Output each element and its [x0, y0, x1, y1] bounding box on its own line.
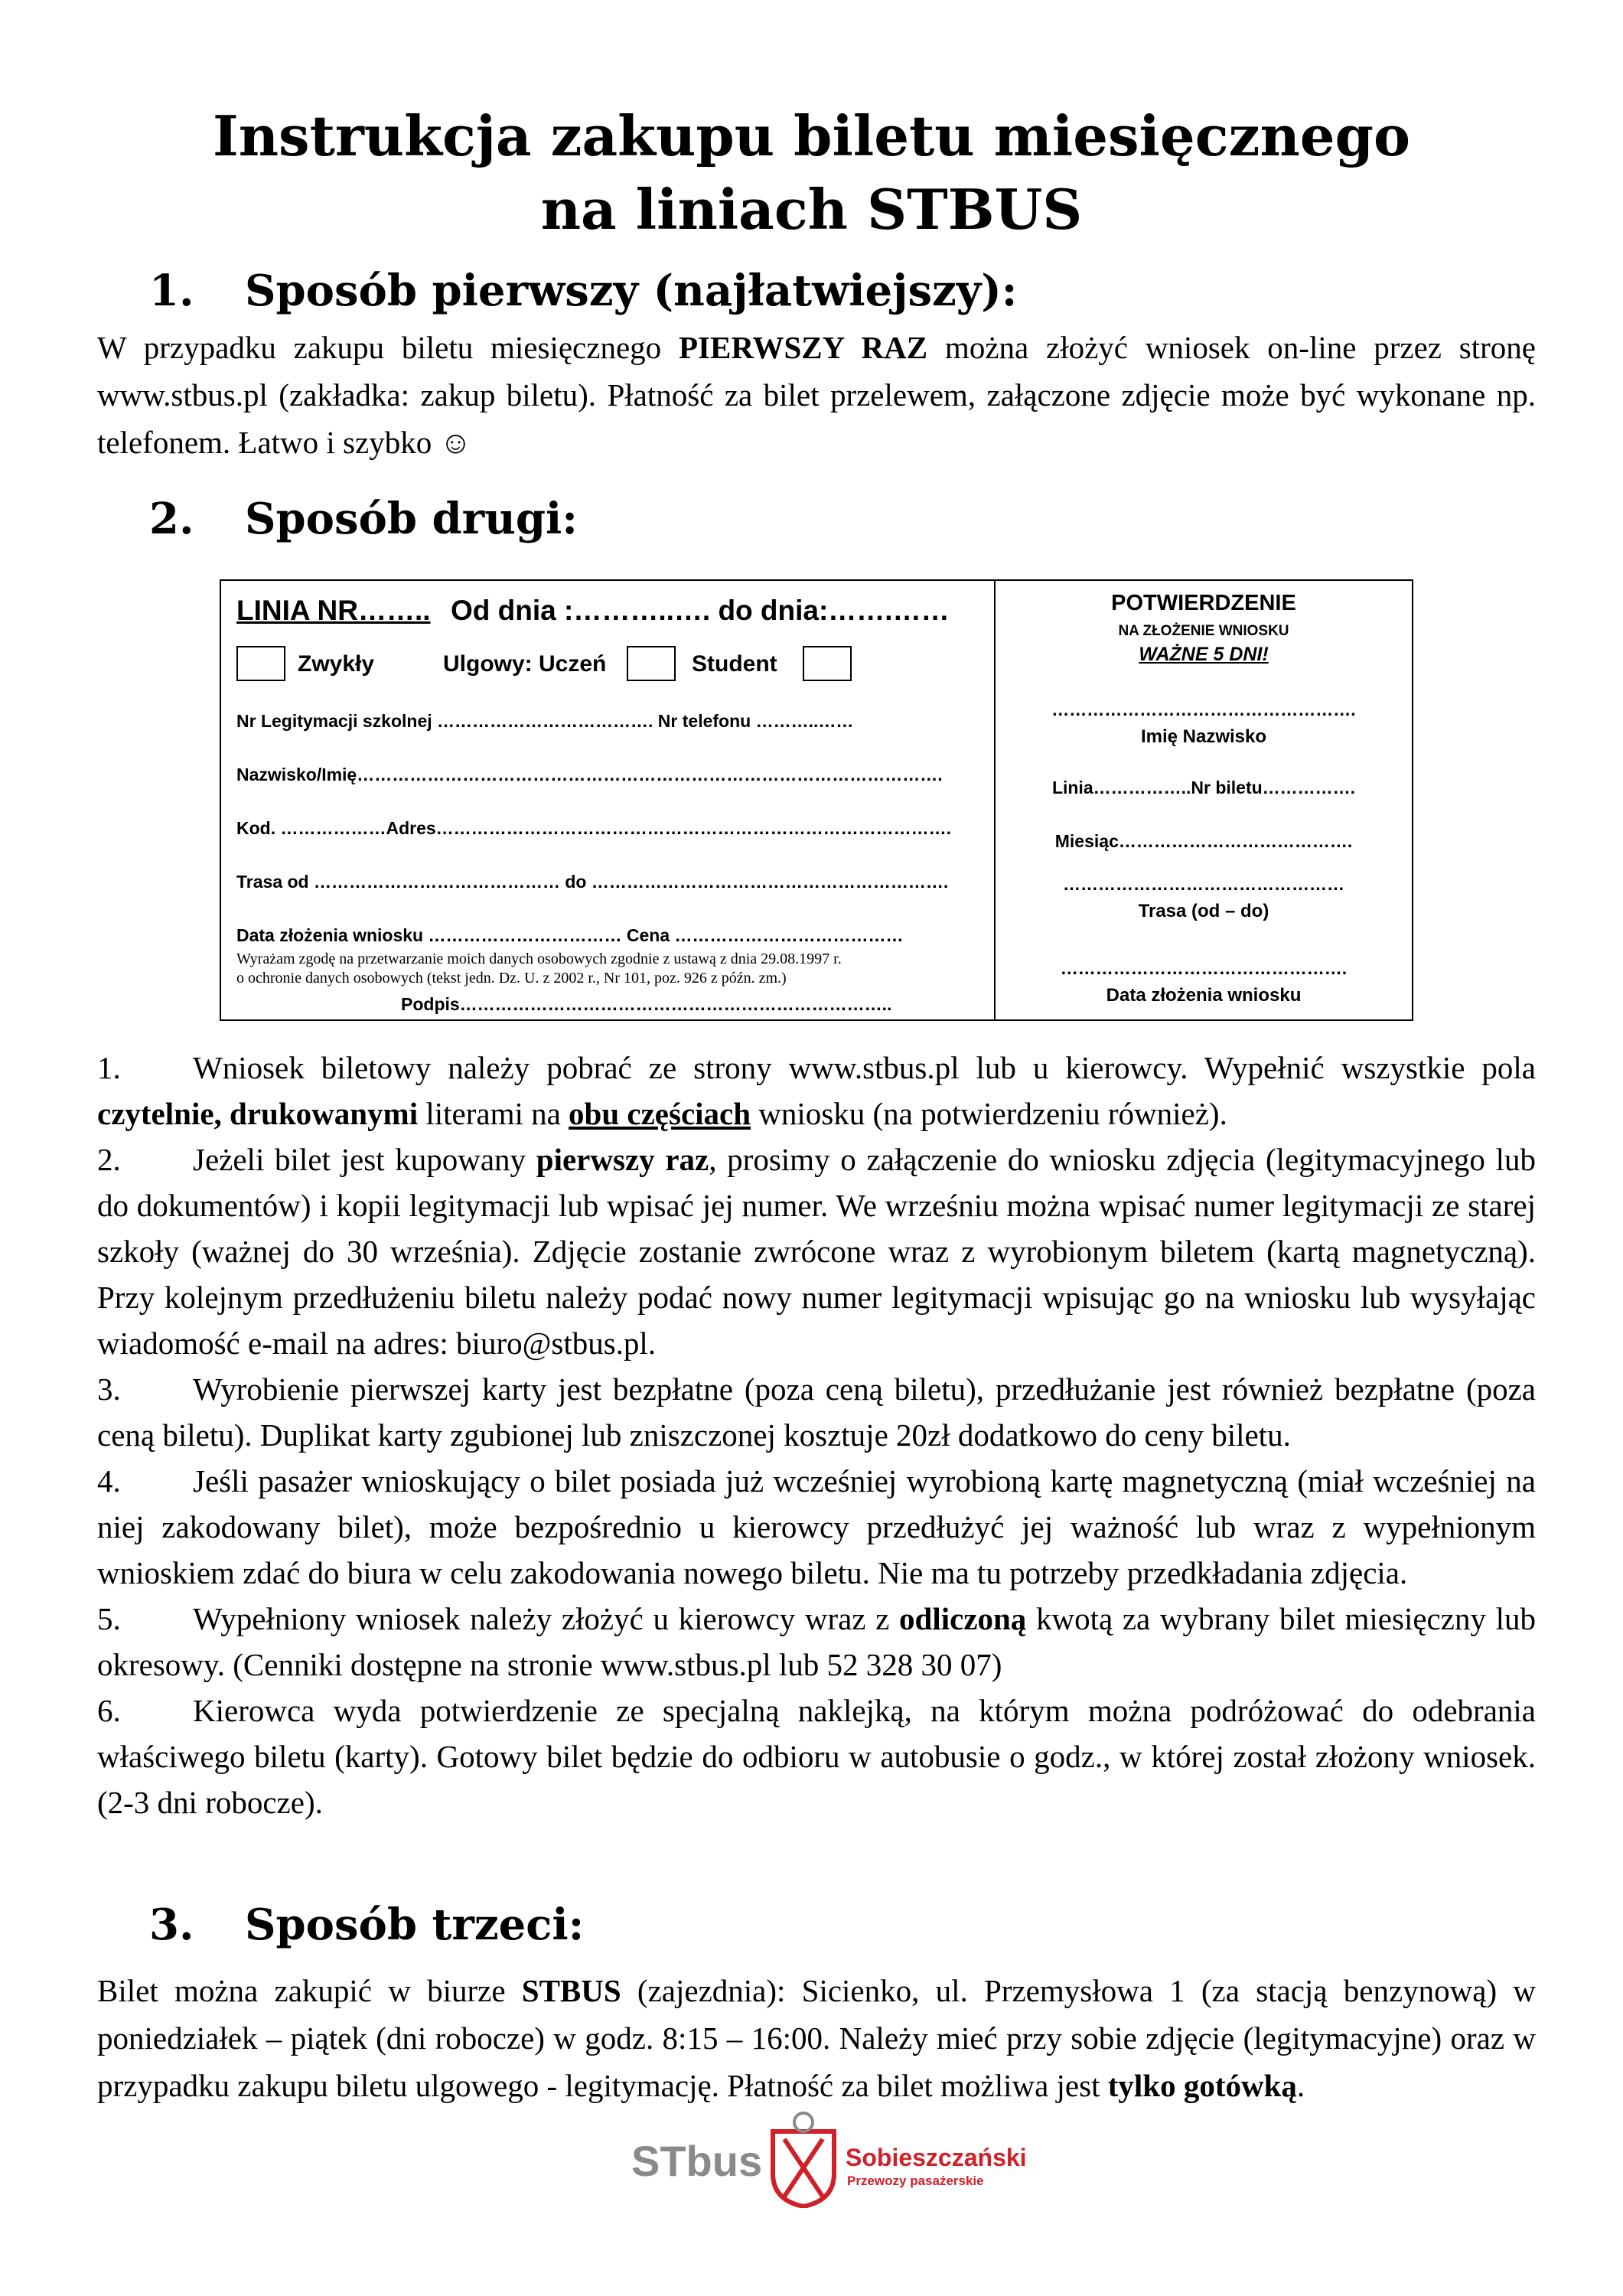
section-1-title: Sposób pierwszy (najłatwiejszy):	[245, 266, 1018, 316]
list-item-text: Jeżeli bilet jest kupowany	[193, 1142, 536, 1177]
section-1-number: 1.	[149, 266, 194, 316]
confirmation-route-label: Trasa (od – do)	[1138, 901, 1269, 921]
logo-tagline: Przewozy pasażerskie	[847, 2174, 984, 2188]
field-signature[interactable]: Podpis………………………………………………………………..	[401, 994, 892, 1014]
list-item-text: literami na	[418, 1096, 569, 1131]
list-item-bold: czytelnie, drukowanymi	[97, 1096, 419, 1131]
list-item-number: 6.	[97, 1693, 121, 1728]
company-logo	[631, 2108, 1060, 2208]
list-item	[97, 1688, 1536, 1825]
title-line-2: na liniach STBUS	[540, 177, 1083, 242]
list-item-underlined: obu częściach	[569, 1096, 751, 1131]
consent-line-2: o ochronie danych osobowych (tekst jedn. Dz. U. z 2002 r., Nr 101, poz. 926 z późn. zm.)	[236, 970, 787, 987]
form-main-part	[221, 581, 996, 1019]
checkbox-zwykly[interactable]	[236, 646, 285, 681]
confirmation-dots-1[interactable]: …………………………………………….	[1051, 700, 1356, 719]
list-item-number: 4.	[97, 1463, 121, 1499]
coat-of-arms-icon	[773, 2113, 834, 2206]
list-item	[97, 1137, 1536, 1366]
section-3-text-bold: STBUS	[521, 1973, 621, 2008]
section-3-text-a: Bilet można zakupić w biurze	[97, 1973, 522, 2008]
list-item	[97, 1596, 1536, 1688]
list-item	[97, 1458, 1536, 1596]
section-3-title: Sposób trzeci:	[245, 1900, 585, 1950]
title-line-1: Instrukcja zakupu biletu miesięcznego	[213, 103, 1410, 168]
confirmation-subtitle: NA ZŁOŻENIE WNIOSKU	[1118, 623, 1289, 639]
section-3-number: 3.	[149, 1900, 194, 1950]
section-2-heading	[149, 492, 578, 546]
checkbox-student[interactable]	[803, 646, 852, 681]
section-3-heading	[149, 1898, 584, 1952]
section-3-text-e: .	[1296, 2068, 1305, 2103]
field-route[interactable]: Trasa od …………………………………… do …………………………………………………….	[236, 872, 949, 892]
form-line-number-label: LINIA NR……..	[236, 595, 431, 626]
list-item-number: 1.	[97, 1050, 121, 1085]
list-item-text: Wypełniony wniosek należy złożyć u kierowcy wraz z	[193, 1601, 900, 1636]
section-3-text-c: (zajezdnia): Sicienko, ul. Przemysłowa 1 (za stacją benzynową) w poniedziałek – piątek (dni robocze) w godz. 8:15 – 16:00. Należy mieć przy sobie zdjęcie (legitymacyjne) oraz w przypadku zakupu biletu ulgowego - legitymację. Płatność za bilet możliwa jest	[97, 1973, 1536, 2103]
section-2-title: Sposób drugi:	[245, 494, 578, 544]
application-form	[220, 579, 1413, 1021]
section-1-heading	[149, 264, 1017, 318]
consent-line-1: Wyrażam zgodę na przetwarzanie moich danych osobowych zgodnie z ustawą z dnia 29.08.1997 r.	[236, 951, 842, 967]
field-name[interactable]: Nazwisko/Imię……………………………………………………………………………………….	[236, 765, 943, 784]
confirmation-date-label: Data złożenia wniosku	[1106, 985, 1302, 1006]
list-item-text: Kierowca wyda potwierdzenie ze specjalną naklejką, na którym można podróżować do odebrania właściwego biletu (karty). Gotowy bilet będzie do odbioru w autobusie o godz., w której został złożony wniosek. (2-3 dni robocze).	[97, 1693, 1536, 1820]
list-item-number: 3.	[97, 1371, 121, 1407]
confirmation-valid-text: WAŻNE 5 DNI!	[1139, 644, 1269, 665]
list-item-number: 2.	[97, 1142, 121, 1177]
list-item-text: Wyrobienie pierwszej karty jest bezpłatne (poza ceną biletu), przedłużanie jest również bezpłatne (poza ceną biletu). Duplikat karty zgubionej lub zniszczonej kosztuje 20zł dodatkowo do ceny biletu.	[97, 1371, 1536, 1453]
checkbox-uczen[interactable]	[627, 646, 676, 681]
section-2-number: 2.	[149, 494, 194, 544]
list-item-text: wniosku (na potwierdzeniu również).	[751, 1096, 1227, 1131]
label-student: Student	[692, 651, 777, 677]
field-postcode-address[interactable]: Kod. ………………Adres…………………………………………………………………………….	[236, 818, 952, 838]
field-date-price[interactable]: Data złożenia wniosku …………………………… Cena …………………………………	[236, 925, 904, 945]
label-zwykly: Zwykły	[298, 651, 375, 677]
field-school-id-phone[interactable]: Nr Legitymacji szkolnej ………………………………. Nr telefonu ………..……	[236, 711, 854, 731]
logo-company-name: Sobieszczański	[846, 2144, 1027, 2171]
list-item-text: , prosimy o załączenie do wniosku zdjęcia (legitymacyjnego lub do dokumentów) i kopii legitymacji lub wpisać jej numer. We wrześniu można wpisać numer legitymacji ze starej szkoły (ważnej do 30 września). Zdjęcie zostanie zwrócone wraz z wyrobionym biletem (kartą magnetyczną). Przy kolejnym przedłużeniu biletu należy podać nowy numer legitymacji wpisując go na wniosku lub wysyłając wiadomość e-mail na adres: biuro@stbus.pl.	[97, 1142, 1536, 1361]
confirmation-title: POTWIERDZENIE	[1111, 591, 1296, 615]
instructions-list	[97, 1045, 1536, 1825]
list-item	[97, 1045, 1536, 1137]
section-1-text	[97, 324, 1536, 466]
form-confirmation-part	[996, 581, 1412, 1019]
list-item-bold: pierwszy raz	[536, 1142, 709, 1177]
list-item-text: Jeśli pasażer wnioskujący o bilet posiada już wcześniej wyrobioną kartę magnetyczną (miał wcześniej na niej zakodowany bilet), może bezpośrednio u kierowcy przedłużyć jej ważność lub wraz z wypełnionym wnioskiem zdać do biura w celu zakodowania nowego biletu. Nie ma tu potrzeby przedkładania zdjęcia.	[97, 1463, 1536, 1590]
list-item	[97, 1366, 1536, 1458]
list-item-text: Wniosek biletowy należy pobrać ze strony www.stbus.pl lub u kierowcy. Wypełnić wszystkie pola	[193, 1050, 1536, 1085]
section-3-text	[97, 1967, 1536, 2109]
section-1-text-a: W przypadku zakupu biletu miesięcznego	[97, 330, 679, 365]
section-1-text-c: można złożyć wniosek on-line przez stronę www.stbus.pl (zakładka: zakup biletu). Płatność za bilet przelewem, załączone zdjęcie może być wykonane np. telefonem. Łatwo i szybko ☺	[97, 330, 1536, 460]
confirmation-valid	[996, 644, 1412, 666]
confirmation-name-label: Imię Nazwisko	[1140, 726, 1267, 747]
list-item-number: 5.	[97, 1601, 121, 1636]
confirmation-line-ticket[interactable]: Linia……………..Nr biletu…………….	[1051, 778, 1356, 797]
logo-brand-text: STbus	[631, 2137, 763, 2185]
section-3-text-bold-2: tylko gotówką	[1107, 2068, 1297, 2103]
document-title	[0, 99, 1623, 246]
list-item-text: kwotą za wybrany bilet miesięczny lub okresowy. (Cenniki dostępne na stronie www.stbus.pl lub 52 328 30 07)	[97, 1601, 1536, 1682]
confirmation-dots-3[interactable]: ………………………………………….	[1060, 958, 1348, 978]
confirmation-month[interactable]: Miesiąc………………………………….	[1054, 831, 1353, 851]
form-line-number[interactable]	[236, 595, 431, 627]
confirmation-dots-2[interactable]: …………………………………………	[1063, 874, 1344, 894]
form-date-range[interactable]: Od dnia :………..…. do dnia:…….……	[451, 595, 950, 626]
label-ulgowy-uczen: Ulgowy: Uczeń	[443, 651, 607, 677]
section-1-text-bold: PIERWSZY RAZ	[678, 330, 928, 365]
list-item-bold: odliczoną	[899, 1601, 1027, 1636]
